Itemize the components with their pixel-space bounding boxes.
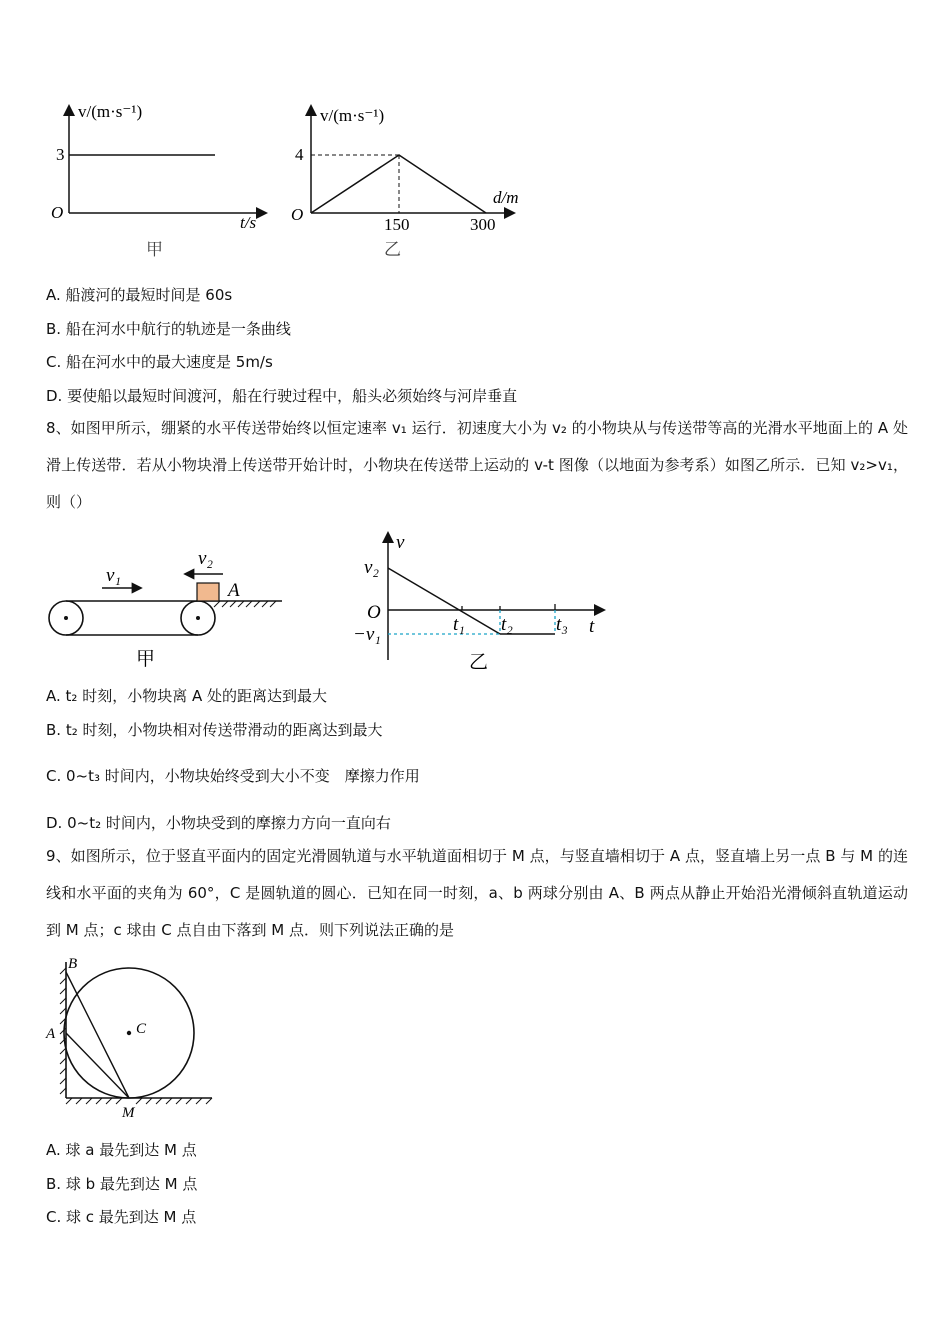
label-b: B — [68, 956, 78, 972]
q8-stem: 8、如图甲所示，绷紧的水平传送带始终以恒定速率 v₁ 运行．初速度大小为 v₂ 的小物块从与传送带等高的光滑水平地面上的 A 处滑上传送带．若从小物块滑上传送带开始计时，小物块在传送带上运动的 v-t 图像（以地面为参考系）如图乙所示．已知 v₂>v₁，则（） — [46, 419, 908, 511]
q9-option-b: B. 球 b 最先到达 M 点 — [46, 1175, 198, 1193]
x-axis-label: t/s — [240, 213, 257, 232]
t1-label: t₁ — [453, 614, 465, 635]
conveyor-figure — [40, 540, 290, 675]
t-axis-label: t — [589, 616, 595, 637]
decel-line — [388, 568, 500, 634]
t2-label: t₂ — [501, 614, 513, 635]
q8-option-d: D. 0~t₂ 时间内，小物块受到的摩擦力方向一直向右 — [46, 814, 391, 832]
v1-label: v₁ — [106, 565, 122, 586]
x-axis-label: d/m — [493, 188, 519, 207]
circle-track-figure — [40, 952, 220, 1122]
q9-option-c: C. 球 c 最先到达 M 点 — [46, 1208, 197, 1226]
q8-option-c: C. 0~t₃ 时间内，小物块始终受到大小不变 摩擦力作用 — [46, 767, 420, 785]
label-m: M — [122, 1105, 135, 1121]
right-pulley-axle — [196, 616, 200, 620]
track-a-to-m — [66, 1033, 129, 1098]
origin-label: O — [291, 205, 304, 224]
q8-option-a: A. t₂ 时刻，小物块离 A 处的距离达到最大 — [46, 687, 327, 705]
value-tick: 4 — [295, 145, 304, 164]
graph-yi — [285, 95, 540, 265]
q7-option-c: C. 船在河水中的最大速度是 5m/s — [46, 353, 273, 371]
q7-option-d: D. 要使船以最短时间渡河，船在行驶过程中，船头必须始终与河岸垂直 — [46, 387, 518, 405]
caption: 乙 — [469, 652, 489, 673]
v2-label: v₂ — [198, 548, 214, 569]
v-axis-label: v — [396, 532, 405, 553]
point-a-label: A — [228, 580, 240, 601]
q7-option-a: A. 船渡河的最短时间是 60s — [46, 286, 233, 304]
label-a: A — [46, 1026, 56, 1042]
x-tick-300: 300 — [470, 215, 496, 234]
graph-jia — [40, 95, 280, 265]
neg-v1-tick: −v₁ — [353, 624, 381, 645]
label-c: C — [136, 1021, 147, 1037]
ground-hatching — [214, 601, 276, 607]
track-b-to-m — [66, 972, 129, 1098]
caption: 甲 — [136, 649, 156, 670]
value-tick: 3 — [56, 145, 65, 164]
y-axis-label: v/(m·s⁻¹) — [320, 106, 385, 125]
center-point — [127, 1031, 131, 1035]
origin-label: O — [51, 203, 64, 222]
vt-graph — [345, 528, 610, 678]
wall-hatching — [60, 968, 66, 1094]
v2-tick: v₂ — [364, 557, 380, 578]
q7-option-b: B. 船在河水中航行的轨迹是一条曲线 — [46, 320, 291, 338]
caption: 乙 — [384, 240, 401, 259]
floor-hatching — [66, 1098, 212, 1104]
t3-label: t₃ — [556, 614, 568, 635]
left-pulley-axle — [64, 616, 68, 620]
x-tick-150: 150 — [384, 215, 410, 234]
q8-option-b: B. t₂ 时刻，小物块相对传送带滑动的距离达到最大 — [46, 721, 383, 739]
q9-stem: 9、如图所示，位于竖直平面内的固定光滑圆轨道与水平轨道面相切于 M 点，与竖直墙相切于 A 点，竖直墙上另一点 B 与 M 的连线和水平面的夹角为 60°，C 是圆轨道的圆心．已知在同一时刻，a、b 两球分别由 A、B 两点从静止开始沿光滑倾斜直轨道运动到 M 点；c 球由 C 点自由下落到 M 点．则下列说法正确的是 — [46, 847, 908, 939]
origin-label: O — [367, 602, 381, 623]
caption: 甲 — [146, 240, 163, 259]
block — [197, 583, 219, 601]
y-axis-label: v/(m·s⁻¹) — [78, 102, 143, 121]
q9-option-a: A. 球 a 最先到达 M 点 — [46, 1141, 197, 1159]
